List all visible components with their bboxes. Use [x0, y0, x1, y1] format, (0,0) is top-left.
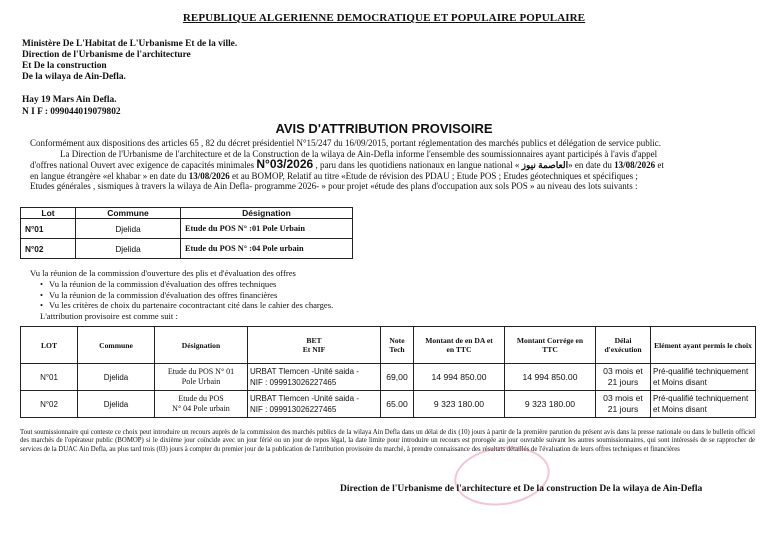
- designation-cell: Etude du POS N° 01 Pole Urbain: [155, 364, 248, 391]
- publication-date: 13/08/2026: [614, 160, 656, 171]
- table-row: [21, 364, 756, 391]
- para-line: en langue étrangère «el khabar » en date du 13/08/2026 et au BOMOP, Relatif au titre «Etude de révision des PDAU ; Etude POS ; Etudes géotechniques et spécifiques ;: [30, 170, 638, 181]
- column-header: Désignation: [181, 208, 353, 219]
- ministry-line: Ministère De L'Habitat de L'Urbanisme Et de la ville.: [22, 39, 238, 49]
- page-title: AVIS D'ATTRIBUTION PROVISOIRE: [275, 121, 493, 136]
- column-header: Lot: [21, 208, 76, 219]
- nif: N I F : 099044019079802: [22, 106, 121, 117]
- para-line: Etudes générales , sismiques à travers la wilaya de Ain Defla- programme 2026- » pour projet «étude des plans d'occupation aux sols POS » au niveau des lots suivants :: [30, 181, 638, 192]
- designation-cell: Etude du POS N° :01 Pole Urbain: [181, 219, 353, 239]
- column-header: Elément ayant permis le choix: [651, 327, 756, 364]
- intro-paragraph: [30, 138, 752, 192]
- column-header: Commune: [78, 327, 155, 364]
- ministry-line: Et De la construction: [22, 61, 107, 71]
- address: Hay 19 Mars Ain Defla.: [22, 95, 117, 105]
- column-header: Montant de en DA et en TTC: [414, 327, 505, 364]
- list-item: • Vu la réunion de la commission d'évaluation des offres financières: [30, 290, 333, 301]
- lot-cell: N°02: [21, 391, 78, 418]
- delay-cell: 03 mois et 21 jours: [596, 364, 651, 391]
- appeal-note: Tout soumissionnaire qui conteste ce choix peut introduire un recours auprès de la commission des marchés publics de la wilaya Ain Defla dans un délai de dix (10) jours à partir de la première parution du présent avis dans la presse nationale ou dans le bulletin officiel des marchés de l'opérateur public (BOMOP) si le dixième jour coïncide avec un jour férié ou un jour de repos légal, la date limite pour introduire un recours est prorogée au jour ouvrable suivant les autres soumissionnaires, qui sont intéressés de se rapprocher de services de la DUAC Ain Defla, au plus tard trois (03) jours à compter du premier jour de la publication de l'attribution provisoire du marché, à prendre connaissance des résultats détaillés de l'évaluation de leurs offres techniques et financières: [20, 429, 755, 453]
- column-header: BET Et NIF: [248, 327, 381, 364]
- commission-intro: Vu la réunion de la commission d'ouverture des plis et d'évaluation des offres: [30, 268, 296, 278]
- para-line: d'offres national Ouvert avec exigence de capacités minimales N°03/2026 , paru dans les quotidiens nationaux en langue national « العاصمة نيوز» en date du 13/08/2026 et: [30, 157, 664, 172]
- results-table: [20, 326, 756, 418]
- para-line: Conformément aux dispositions des articles 65 , 82 du décret présidentiel N°15/247 du 16/09/2015, portant réglementation des marchés publics et délégation de service public.: [30, 138, 661, 148]
- table-header-row: [21, 327, 756, 364]
- column-header: LOT: [21, 327, 78, 364]
- publication-date: 13/08/2026: [188, 170, 230, 181]
- signature-line: Direction de l'Urbanisme de l'architecture et De la construction De la wilaya de Ain-Defla: [340, 484, 703, 494]
- table-row: [21, 219, 353, 239]
- lot-cell: N°01: [21, 364, 78, 391]
- commission-list: [30, 268, 333, 322]
- lot-cell: N°02: [21, 239, 76, 259]
- para-line: La Direction de l'Urbanisme de l'architecture et de la Construction de la wilaya de Ain-Defla informe l'ensemble des soumissionnaires ayant participés à l'avis d'appel: [60, 148, 658, 159]
- commune-cell: Djelida: [76, 219, 181, 239]
- choice-cell: Pré-qualifié techniquement et Moins disant: [651, 364, 756, 391]
- designation-cell: Etude du POS N° :04 Pole urbain: [181, 239, 353, 259]
- corrected-amount-cell: 14 994 850.00: [505, 364, 596, 391]
- ministry-line: De la wilaya de Ain-Defla.: [22, 72, 126, 82]
- choice-cell: Pré-qualifié techniquement et Moins disant: [651, 391, 756, 418]
- designation-cell: Etude du POS N° 04 Pole urbain: [155, 391, 248, 418]
- table-row: [21, 239, 353, 259]
- table-row: [21, 391, 756, 418]
- corrected-amount-cell: 9 323 180.00: [505, 391, 596, 418]
- commission-outro: L'attribution provisoire est comme suit :: [40, 311, 178, 322]
- column-header: Note Tech: [381, 327, 414, 364]
- amount-cell: 14 994 850.00: [414, 364, 505, 391]
- arabic-newspaper: العاصمة نيوز: [521, 160, 569, 171]
- bet-cell: URBAT Tlemcen -Unité saida - NIF : 099913026227465: [248, 364, 381, 391]
- column-header: Montant Corrége en TTC: [505, 327, 596, 364]
- commune-cell: Djelida: [76, 239, 181, 259]
- column-header: Commune: [76, 208, 181, 219]
- table-header-row: [21, 208, 353, 219]
- note-cell: 69,00: [381, 364, 414, 391]
- column-header: Délai d'exécution: [596, 327, 651, 364]
- commune-cell: Djelida: [78, 364, 155, 391]
- list-item: • Vu la réunion de la commission d'évaluation des offres techniques: [30, 279, 333, 290]
- amount-cell: 9 323 180.00: [414, 391, 505, 418]
- column-header: Désignation: [155, 327, 248, 364]
- bet-cell: URBAT Tlemcen -Unité saida - NIF : 099913026227465: [248, 391, 381, 418]
- address-block: [22, 95, 121, 118]
- republic-header: REPUBLIQUE ALGERIENNE DEMOCRATIQUE ET POPULAIRE POPULAIRE: [182, 12, 586, 24]
- list-item: • Vu les critères de choix du partenaire cocontractant cité dans le cahier des charges.: [30, 300, 333, 311]
- ministry-block: [22, 39, 237, 83]
- commune-cell: Djelida: [78, 391, 155, 418]
- ministry-line: Direction de l'Urbanisme de l'architecture: [22, 50, 191, 60]
- lot-cell: N°01: [21, 219, 76, 239]
- tender-number: N°03/2026: [256, 157, 314, 172]
- lots-table: [20, 207, 353, 259]
- delay-cell: 03 mois et 21 jours: [596, 391, 651, 418]
- note-cell: 65.00: [381, 391, 414, 418]
